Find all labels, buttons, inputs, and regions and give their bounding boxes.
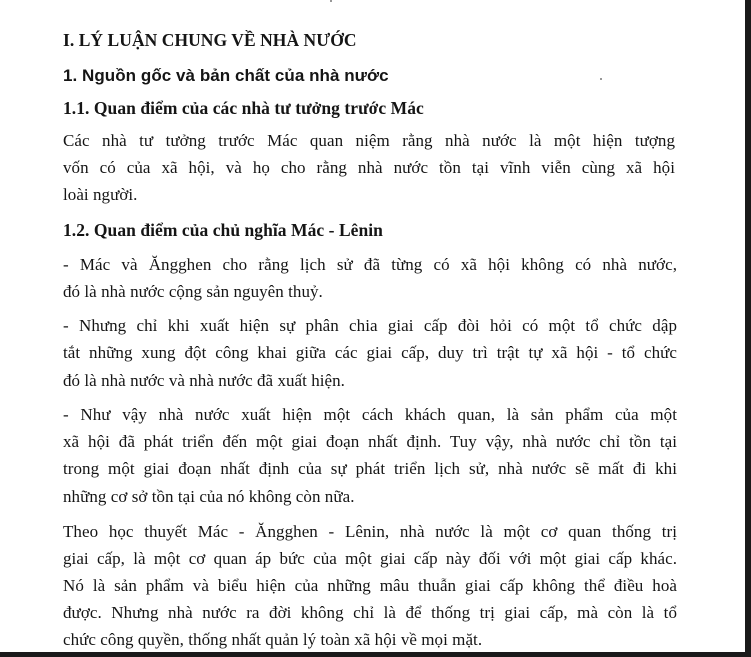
paragraph-line: tắt những xung đột công khai giữa các giai cấp, duy trì trật tự xã hội - tổ chức bbox=[63, 343, 677, 362]
main-heading: I. LÝ LUẬN CHUNG VỀ NHÀ NƯỚC bbox=[63, 30, 357, 50]
paragraph-line: đó là nhà nước cộng sản nguyên thuỷ. bbox=[63, 282, 323, 301]
paragraph-line: chức công quyền, thống nhất quản lý toàn xã hội về mọi mặt. bbox=[63, 630, 483, 649]
scan-speck bbox=[600, 78, 602, 80]
subsection-heading-1-1: 1.1. Quan điểm của các nhà tư tưởng trước Mác bbox=[63, 98, 424, 118]
paragraph-line: giai cấp, là một cơ quan áp bức của một giai cấp này đối với một giai cấp khác. bbox=[63, 549, 677, 568]
paragraph-line: Theo học thuyết Mác - Ăngghen - Lênin, nhà nước là một cơ quan thống trị bbox=[63, 522, 677, 541]
subsection-heading-1-2: 1.2. Quan điểm của chủ nghĩa Mác - Lênin bbox=[63, 220, 383, 240]
paragraph-line: Các nhà tư tưởng trước Mác quan niệm rằng nhà nước là một hiện tượng bbox=[63, 131, 675, 150]
paragraph-line: - Mác và Ăngghen cho rằng lịch sử đã từng có xã hội không có nhà nước, bbox=[63, 255, 677, 274]
section-heading: 1. Nguồn gốc và bản chất của nhà nước bbox=[63, 66, 389, 85]
paragraph-line: - Nhưng chỉ khi xuất hiện sự phân chia giai cấp đòi hỏi có một tổ chức dập bbox=[63, 316, 677, 335]
paragraph-line: loài người. bbox=[63, 185, 138, 204]
paragraph-line: những cơ sở tồn tại của nó không còn nữa. bbox=[63, 487, 355, 506]
paragraph-line: Nó là sản phẩm và biểu hiện của những mâu thuẫn giai cấp không thể điều hoà bbox=[63, 576, 677, 595]
paragraph-line: được. Nhưng nhà nước ra đời không chỉ là để thống trị giai cấp, mà còn là tổ bbox=[63, 603, 677, 622]
scan-speck bbox=[330, 0, 332, 2]
scan-edge-bottom bbox=[0, 652, 751, 657]
paragraph-line: đó là nhà nước và nhà nước đã xuất hiện. bbox=[63, 371, 345, 390]
paragraph-line: trong một giai đoạn nhất định của sự phát triển lịch sử, nhà nước sẽ mất đi khi bbox=[63, 459, 677, 478]
paragraph-line: xã hội đã phát triển đến một giai đoạn nhất định. Tuy vậy, nhà nước chỉ tồn tại bbox=[63, 432, 677, 451]
paragraph-line: - Như vậy nhà nước xuất hiện một cách khách quan, là sản phẩm của một bbox=[63, 405, 677, 424]
scan-edge-right bbox=[745, 0, 751, 657]
paragraph-line: vốn có của xã hội, và họ cho rằng nhà nước tồn tại vĩnh viễn cùng xã hội bbox=[63, 158, 675, 177]
